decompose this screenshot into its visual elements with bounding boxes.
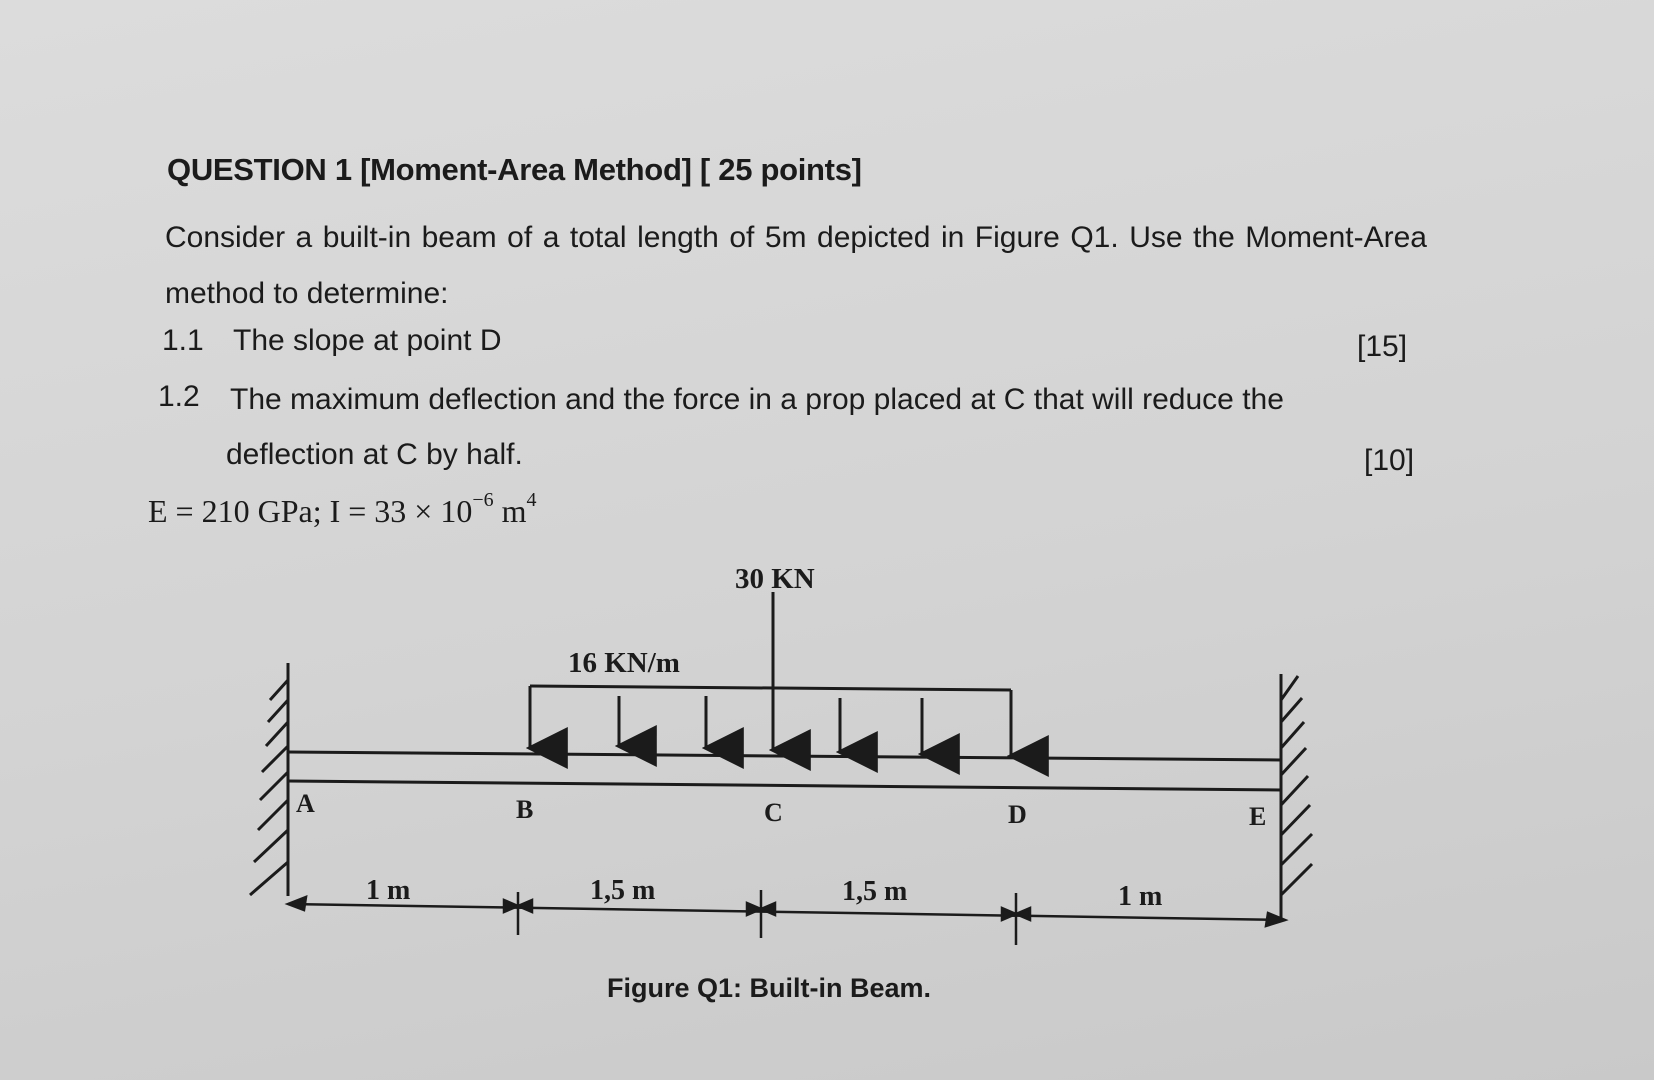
item-text: The maximum deflection and the force in a prop placed at C that will reduce the (230, 383, 1284, 416)
point-label-e: E (1249, 802, 1267, 831)
item-text: The slope at point D (233, 324, 502, 357)
item-points: [15] (1357, 330, 1408, 363)
right-wall-support (1281, 674, 1312, 920)
question-intro: Consider a built-in beam of a total length of 5m depicted in Figure Q1. Use the Moment-Area method to determine: (165, 221, 1427, 310)
figure-caption: Figure Q1: Built-in Beam. (607, 973, 932, 1003)
constants-unit-exponent: 4 (526, 489, 537, 512)
beam (288, 752, 1281, 790)
item-number: 1.2 (158, 380, 200, 413)
constants-text: E = 210 GPa; I = 33 × 10 (148, 493, 473, 529)
dimension-label: 1,5 m (842, 876, 908, 907)
question-title: QUESTION 1 [Moment-Area Method] [ 25 points] (167, 152, 862, 187)
constants-exponent: −6 (472, 489, 494, 512)
dimension-label: 1,5 m (590, 875, 656, 906)
left-wall-support (250, 663, 288, 896)
udl-label: 16 KN/m (568, 647, 680, 679)
point-label-b: B (516, 795, 534, 824)
dimension-label: 1 m (1118, 881, 1163, 912)
point-label-c: C (764, 798, 783, 827)
point-load-label: 30 KN (735, 563, 815, 595)
point-label-a: A (296, 789, 315, 818)
constants-unit: m (501, 493, 527, 529)
point-label-d: D (1008, 800, 1027, 829)
distributed-load (530, 686, 1011, 756)
item-points: [10] (1364, 444, 1415, 477)
item-text-continued: deflection at C by half. (226, 438, 523, 471)
item-number: 1.1 (162, 324, 204, 357)
dimension-label: 1 m (366, 875, 411, 906)
